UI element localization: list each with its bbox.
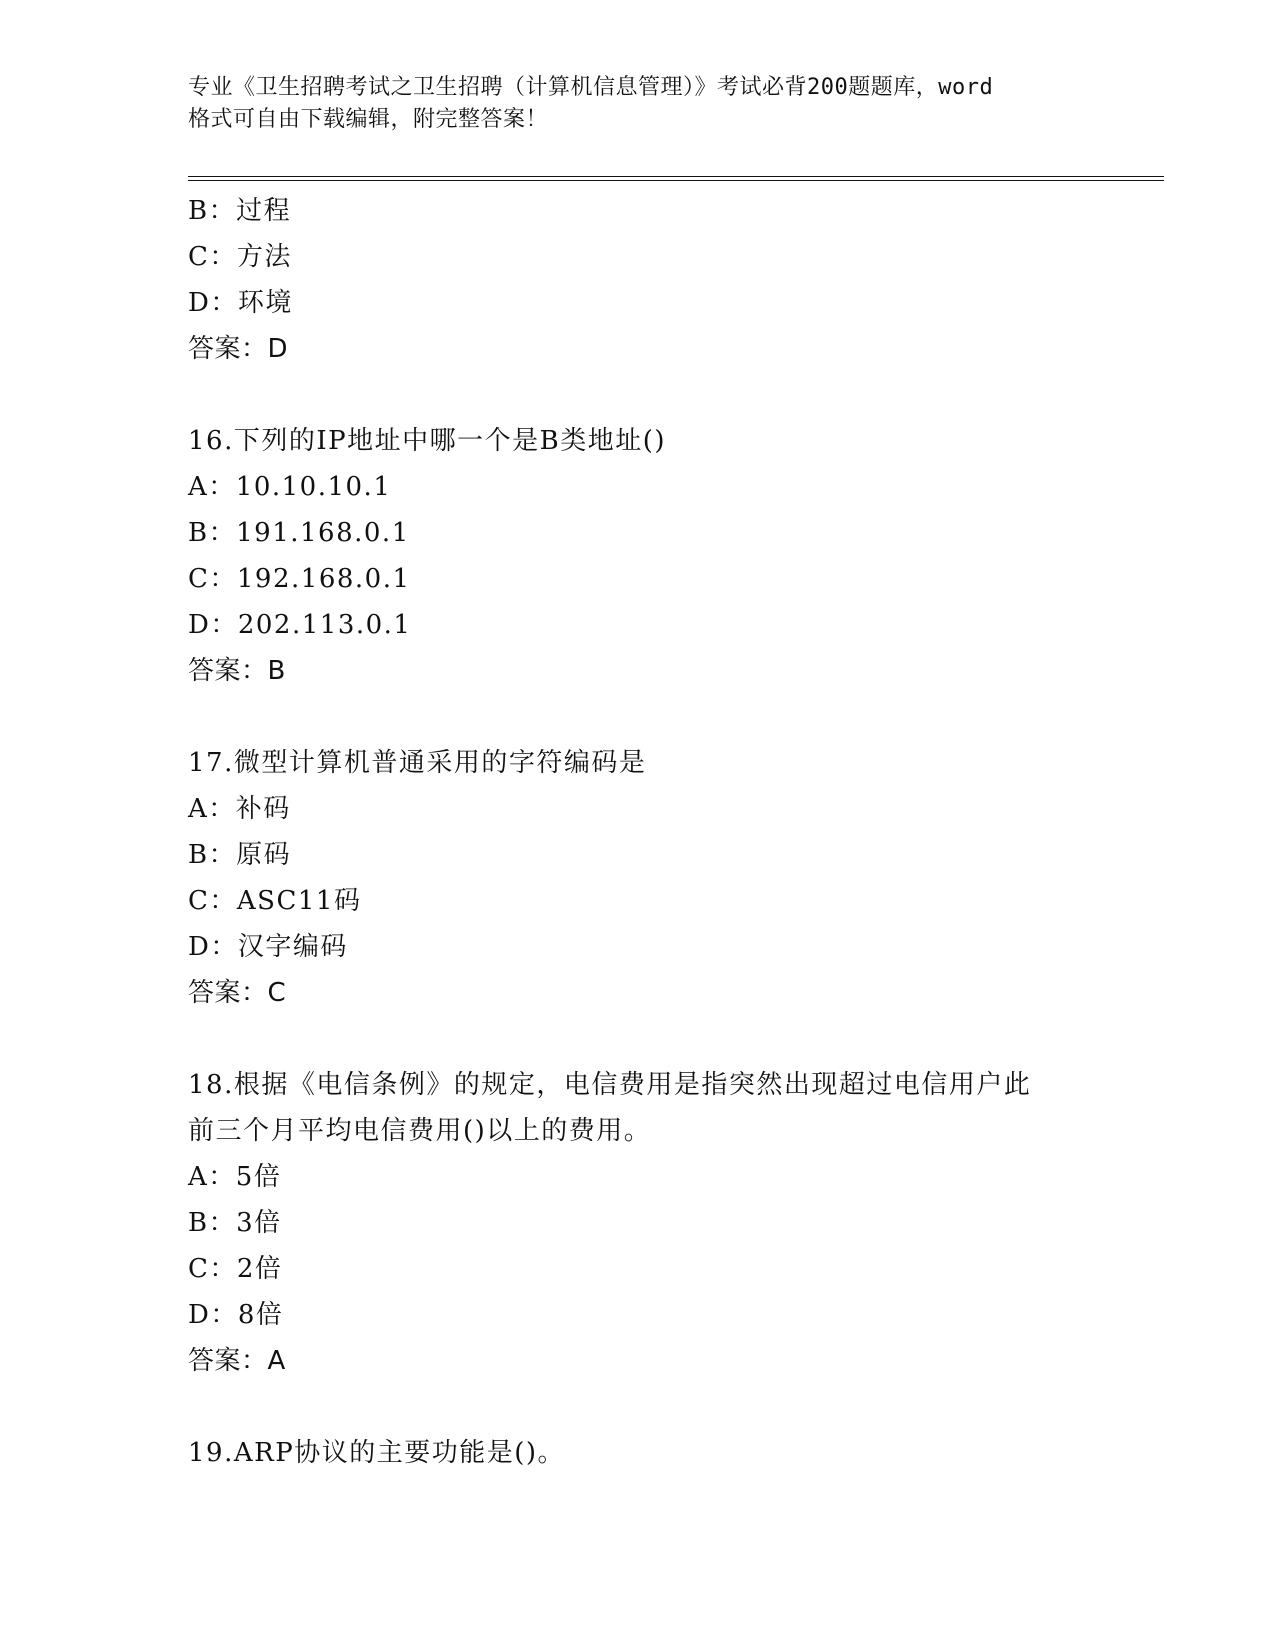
question-17-answer: 答案：C: [188, 978, 287, 1008]
question-18-option-b: B：3倍: [188, 1208, 282, 1238]
spacer: [188, 1384, 1168, 1430]
option-d: D：环境: [188, 288, 293, 318]
option-c: C：方法: [188, 242, 292, 272]
question-16-option-b: B：191.168.0.1: [188, 518, 410, 548]
question-17-option-a: A：补码: [188, 794, 291, 824]
question-18-answer: 答案：A: [188, 1346, 286, 1376]
header-title-line-2: 格式可自由下载编辑，附完整答案！: [188, 107, 549, 132]
spacer: [188, 694, 1168, 740]
document-header: [188, 72, 1088, 136]
question-16-option-d: D：202.113.0.1: [188, 610, 412, 640]
question-17-option-b: B：原码: [188, 840, 292, 870]
question-18-text-line-2: 前三个月平均电信费用()以上的费用。: [188, 1116, 652, 1146]
question-17-text: 17.微型计算机普通采用的字符编码是: [188, 748, 647, 778]
question-16-answer: 答案：B: [188, 656, 286, 686]
question-17-option-c: C：ASC11码: [188, 886, 362, 916]
question-16-text: 16.下列的IP地址中哪一个是B类地址(): [188, 426, 667, 456]
question-18-option-c: C：2倍: [188, 1254, 283, 1284]
header-title-line-1: 专业《卫生招聘考试之卫生招聘（计算机信息管理）》考试必背200题题库，word: [188, 75, 994, 100]
question-17-option-d: D：汉字编码: [188, 932, 348, 962]
question-16-option-c: C：192.168.0.1: [188, 564, 411, 594]
question-content: [188, 188, 1168, 1476]
option-b: B：过程: [188, 196, 292, 226]
answer-line: 答案：D: [188, 334, 289, 364]
spacer: [188, 372, 1168, 418]
question-16-option-a: A：10.10.10.1: [188, 472, 392, 502]
header-divider: [188, 176, 1164, 181]
question-19-text: 19.ARP协议的主要功能是()。: [188, 1438, 565, 1468]
question-18-option-d: D：8倍: [188, 1300, 284, 1330]
question-18-option-a: A：5倍: [188, 1162, 282, 1192]
question-18-text-line-1: 18.根据《电信条例》的规定，电信费用是指突然出现超过电信用户此: [188, 1070, 1032, 1100]
spacer: [188, 1016, 1168, 1062]
